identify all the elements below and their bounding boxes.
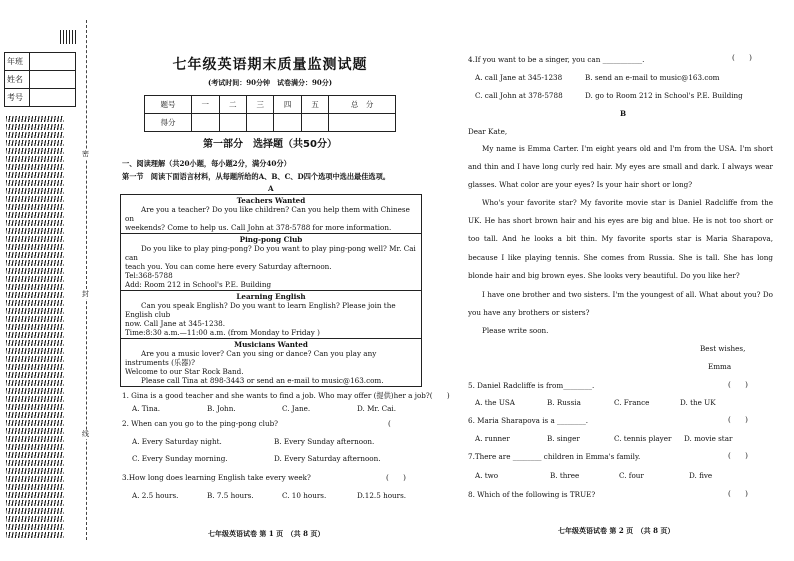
hatch-row [6, 132, 64, 138]
letter-paragraph-1: My name is Emma Carter. I'm eight years old and I'm from the USA. I'm short and thin and I have long curly red hair. My eyes are small and dark. I always wear glasses. What color are your eyes? Is your hair short or long? [468, 144, 773, 190]
question-6-bracket: ( ) [728, 415, 748, 424]
hatch-row [6, 260, 64, 266]
letter-signature: Emma [708, 362, 732, 371]
score-cell[interactable] [301, 114, 328, 132]
ad-title: Learning English [236, 292, 306, 301]
hatch-row [6, 532, 64, 538]
hatch-row [6, 228, 64, 234]
option[interactable]: B. John. [207, 404, 236, 413]
hatch-row [6, 500, 64, 506]
question-2-stem: 2. When can you go to the ping-pong club? [122, 419, 279, 428]
hatch-row [6, 156, 64, 162]
option[interactable]: D. movie star [684, 434, 733, 443]
hatch-row [6, 420, 64, 426]
question-7-bracket: ( ) [728, 451, 748, 460]
option[interactable]: D. Every Saturday afternoon. [274, 454, 381, 463]
hatch-row [6, 124, 64, 130]
ad-learning-english [121, 291, 421, 339]
ad-line: Can you speak English? Do you want to learn English? Please join the English club [125, 301, 396, 319]
letter-paragraph-3: I have one brother and two sisters. I'm the youngest of all. What about you? Do you have any brothers or sisters? [468, 290, 773, 318]
part1-instruction-1: 一、阅读理解（共20小题，每小题2分，满分40分） [122, 159, 291, 168]
hatch-row [6, 116, 64, 122]
exam-no-label: 考号 [5, 89, 30, 107]
hatch-row [6, 524, 64, 530]
score-label: 得分 [145, 114, 192, 132]
question-3-options [132, 491, 432, 500]
option[interactable]: B. 7.5 hours. [207, 491, 254, 500]
ad-ping-pong-club [121, 234, 421, 291]
letter-paragraph-4: Please write soon. [482, 326, 549, 335]
letter-paragraph-2: Who's your favorite star? My favorite movie star is Daniel Radcliffe from the UK. He has short brown hair and his eyes are big and blue. He is not too short or too tall. And he looks a bit thin. My favorite sports star is Maria Sharapova, because I like playing tennis. She comes from Russia. She is tall. She has long blonde hair and big brown eyes. She looks very beautiful. Do you like her? [468, 198, 773, 280]
hatch-row [6, 164, 64, 170]
question-8-bracket: ( ) [728, 489, 748, 498]
hatch-row [6, 484, 64, 490]
hatch-row [6, 412, 64, 418]
letter-salutation: Dear Kate, [468, 127, 508, 136]
option[interactable]: A. Every Saturday night. [132, 437, 222, 446]
question-3-bracket: ( ) [386, 473, 406, 482]
question-2-options-row2 [132, 454, 416, 463]
ad-line: teach you. You can come here every Saturday afternoon. [125, 262, 332, 271]
option[interactable]: A. Tina. [132, 404, 161, 413]
option[interactable]: C. tennis player [614, 434, 672, 443]
score-head: 一 [192, 96, 219, 114]
option[interactable]: C. France [614, 398, 650, 407]
option[interactable]: A. runner [475, 434, 510, 443]
score-head: 总 分 [329, 96, 396, 114]
question-7-stem: 7.There are ________ children in Emma's family. [468, 452, 641, 461]
option[interactable]: C. 10 hours. [282, 491, 327, 500]
part1-instruction-2: 第一节 阅读下面语言材料，从每题所给的A、B、C、D四个选项中选出最佳选项。 [122, 172, 390, 181]
binding-strip [0, 0, 95, 561]
score-head: 三 [246, 96, 273, 114]
student-info-table [4, 52, 76, 107]
name-field[interactable] [30, 71, 76, 89]
hatch-row [6, 180, 64, 186]
hatch-row [6, 348, 64, 354]
seal-mark-1: 密 [82, 150, 89, 158]
hatch-row [6, 324, 64, 330]
hatch-row [6, 236, 64, 242]
seal-mark-3: 线 [82, 430, 89, 438]
question-3-stem: 3.How long does learning English take every week? [122, 473, 311, 482]
option[interactable]: B. send an e-mail to music@163.com [585, 73, 720, 82]
option[interactable]: D. Mr. Cai. [357, 404, 397, 413]
ad-line: Are you a music lover? Can you sing or dance? Can you play any instruments (乐器)? [125, 349, 377, 367]
option[interactable]: B. three [550, 471, 580, 480]
ad-title: Teachers Wanted [236, 196, 306, 205]
hatch-row [6, 212, 64, 218]
question-5-bracket: ( ) [728, 380, 748, 389]
hatch-row [6, 300, 64, 306]
hatch-row [6, 460, 64, 466]
score-cell[interactable] [219, 114, 246, 132]
option[interactable]: C. Every Sunday morning. [132, 454, 228, 463]
question-5-stem: 5. Daniel Radcliffe is from________. [468, 381, 595, 390]
hatch-row [6, 220, 64, 226]
option[interactable]: B. singer [547, 434, 580, 443]
hatch-row [6, 316, 64, 322]
hatch-row [6, 204, 64, 210]
hatch-row [6, 252, 64, 258]
hatch-row [6, 444, 64, 450]
option[interactable]: D. the UK [680, 398, 716, 407]
option[interactable]: C. Jane. [282, 404, 311, 413]
passage-a-label: A [268, 184, 274, 193]
footer-page-2: 七年级英语试卷 第 2 页 （共 8 页） [558, 526, 675, 535]
option[interactable]: A. call Jane at 345-1238 [475, 73, 563, 82]
option[interactable]: D. go to Room 212 in School's P.E. Building [585, 91, 743, 100]
option[interactable]: C. call John at 378-5788 [475, 91, 563, 100]
question-1-stem: 1. Gina is a good teacher and she wants to find a job. Who may offer (提供)her a job?( ) [122, 391, 450, 400]
exam-subtitle: (考试时间：90分钟 试卷满分：90分) [207, 78, 333, 87]
hatch-row [6, 372, 64, 378]
ad-line: Add: Room 212 in School's P.E. Building [125, 280, 272, 289]
ad-line: now. Call Jane at 345-1238. [125, 319, 226, 328]
exam-no-field[interactable] [30, 89, 76, 107]
name-label: 姓名 [5, 71, 30, 89]
hatch-row [6, 380, 64, 386]
seal-mark-2: 封 [82, 290, 89, 298]
letter-closing: Best wishes, [700, 344, 746, 353]
question-2-bracket: ( [388, 419, 391, 428]
option[interactable]: D.12.5 hours. [357, 491, 407, 500]
score-head: 二 [219, 96, 246, 114]
ad-title: Ping-pong Club [239, 235, 303, 244]
question-4-stem: 4.If you want to be a singer, you can ___________. [468, 55, 645, 64]
hatch-row [6, 276, 64, 282]
question-6-stem: 6. Maria Sharapova is a ________. [468, 416, 589, 425]
seal-line [86, 20, 87, 540]
ad-line: Tel:368-5788 [125, 271, 173, 280]
barcode-marks [60, 30, 76, 44]
option[interactable]: B. Every Sunday afternoon. [274, 437, 375, 446]
hatch-row [6, 452, 64, 458]
hatch-row [6, 172, 64, 178]
score-cell[interactable] [274, 114, 301, 132]
hatch-row [6, 292, 64, 298]
question-4-bracket: ( ) [732, 53, 752, 62]
hatch-row [6, 476, 64, 482]
ad-line: Welcome to our Star Rock Band. [125, 367, 244, 376]
ad-teachers-wanted [121, 195, 421, 234]
class-label: 年班 [5, 53, 30, 71]
hatch-row [6, 404, 64, 410]
hatch-row [6, 388, 64, 394]
hatch-row [6, 468, 64, 474]
question-6-options [475, 434, 754, 443]
ad-line: Do you like to play ping-pong? Do you want to play ping-pong well? Mr. Cai can [125, 244, 416, 262]
part1-heading: 第一部分 选择题（共50分） [203, 139, 337, 150]
passage-a-box [120, 194, 422, 387]
question-4-options-row1 [475, 73, 775, 82]
hatch-row [6, 340, 64, 346]
footer-page-1: 七年级英语试卷 第 1 页 （共 8 页） [208, 529, 325, 538]
hatch-row [6, 196, 64, 202]
hatch-row [6, 516, 64, 522]
option[interactable]: A. 2.5 hours. [132, 491, 179, 500]
score-head: 五 [301, 96, 328, 114]
hatch-row [6, 268, 64, 274]
option[interactable]: B. Russia [547, 398, 581, 407]
passage-b-label: B [620, 109, 627, 118]
hatch-row [6, 396, 64, 402]
ad-line: weekends? Come to help us. Call John at 378-5788 for more information. [125, 223, 392, 232]
hatch-row [6, 188, 64, 194]
score-head: 题号 [145, 96, 192, 114]
question-1-options [132, 404, 432, 413]
hatch-row [6, 428, 64, 434]
question-7-options [475, 471, 759, 480]
hatch-row [6, 308, 64, 314]
score-cell[interactable] [192, 114, 219, 132]
option[interactable]: D. five [689, 471, 713, 480]
hatch-row [6, 364, 64, 370]
hatch-row [6, 284, 64, 290]
hatch-row [6, 492, 64, 498]
question-4-options-row2 [475, 91, 775, 100]
hatch-row [6, 244, 64, 250]
question-5-options [475, 398, 750, 407]
hatch-row [6, 356, 64, 362]
ad-musicians-wanted [121, 339, 421, 386]
option[interactable]: A. the USA [475, 398, 515, 407]
hatch-row [6, 332, 64, 338]
hatch-row [6, 436, 64, 442]
question-2-options-row1 [132, 437, 416, 446]
question-8-stem: 8. Which of the following is TRUE? [468, 490, 596, 499]
score-table [144, 95, 396, 132]
score-head: 四 [274, 96, 301, 114]
option[interactable]: C. four [619, 471, 644, 480]
class-field[interactable] [30, 53, 76, 71]
score-cell[interactable] [329, 114, 396, 132]
ad-line: Please call Tina at 898-3443 or send an e-mail to music@163.com. [141, 376, 384, 385]
score-cell[interactable] [246, 114, 273, 132]
ad-title: Musicians Wanted [234, 340, 308, 349]
option[interactable]: A. two [475, 471, 499, 480]
hatch-row [6, 148, 64, 154]
ad-line: Are you a teacher? Do you like children? Can you help them with Chinese on [125, 205, 410, 223]
hatch-row [6, 508, 64, 514]
hatch-row [6, 140, 64, 146]
ad-line: Time:8:30 a.m.—11:00 a.m. (from Monday to Friday ) [125, 328, 320, 337]
exam-title: 七年级英语期末质量监测试题 [172, 57, 368, 73]
